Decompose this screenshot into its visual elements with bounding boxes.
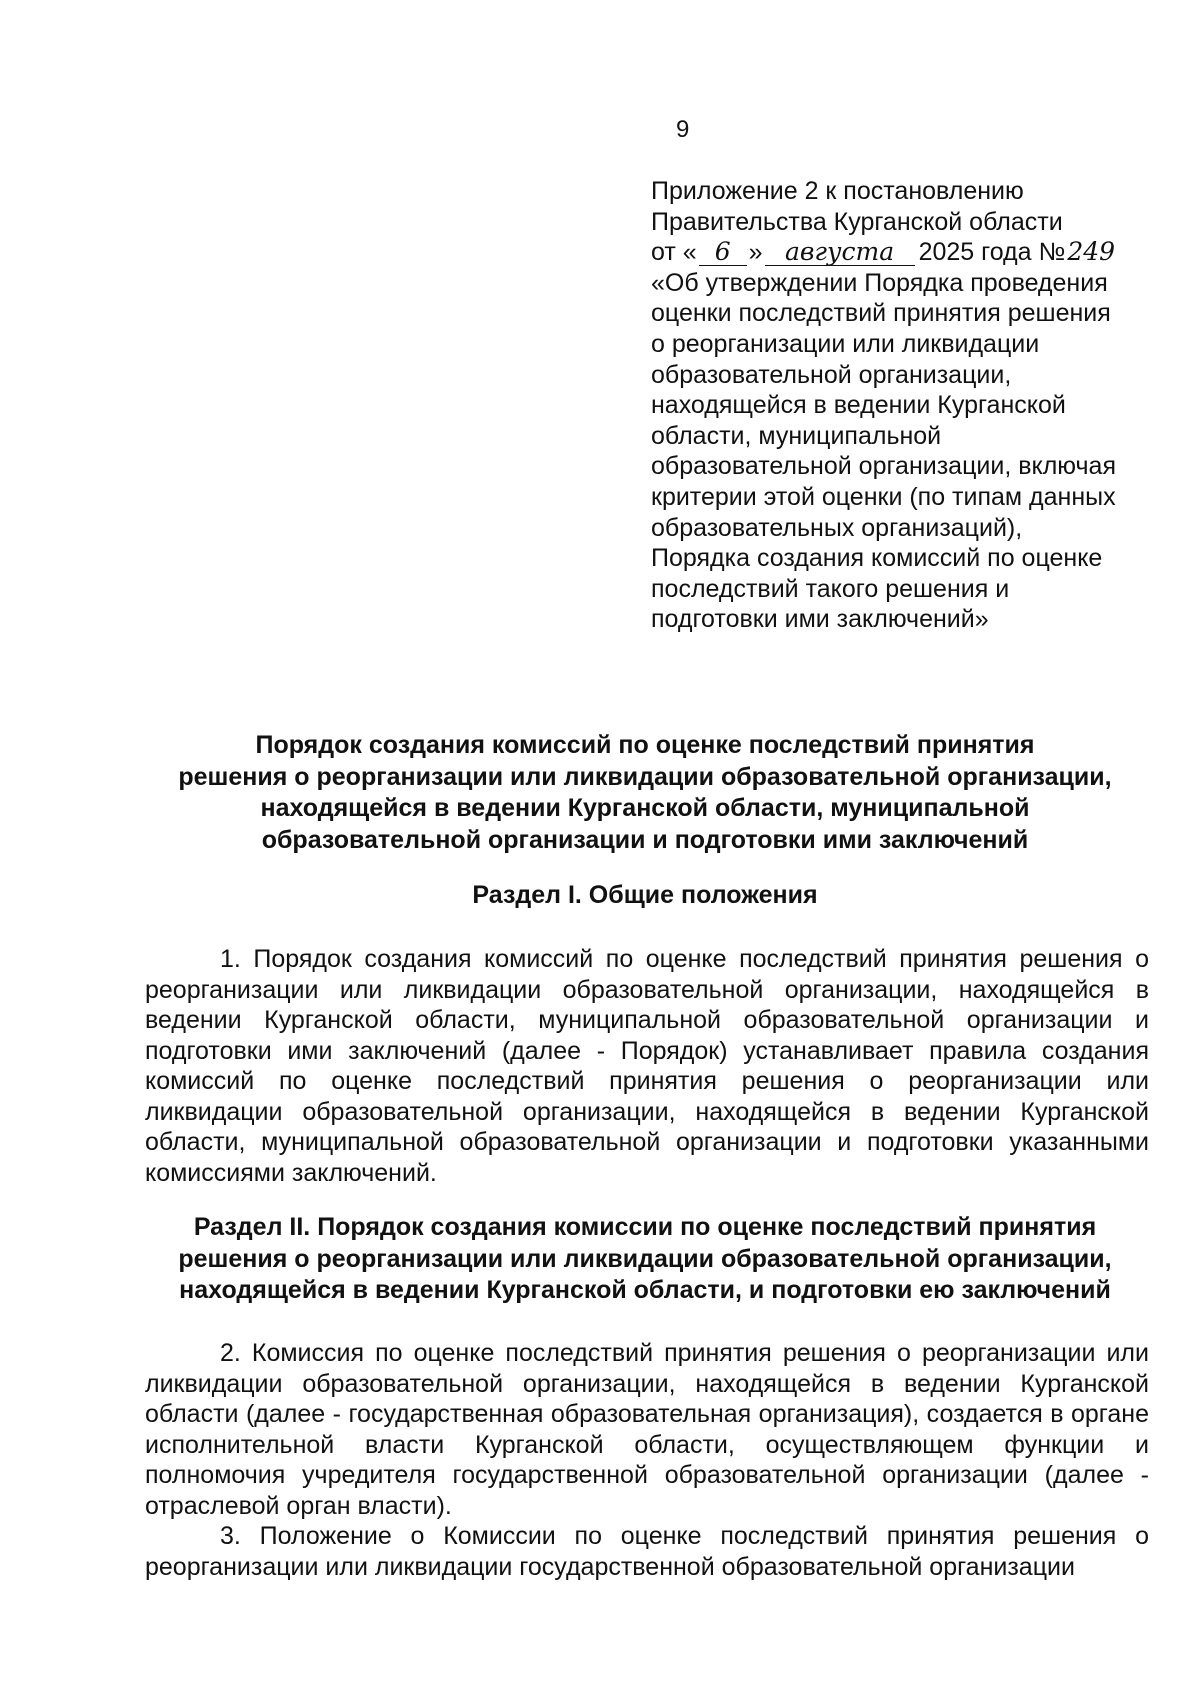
document-title <box>140 730 1150 856</box>
appendix-subject <box>651 268 1171 635</box>
appendix-subject-line: критерии этой оценки (по типам данных <box>651 482 1116 511</box>
section-2-heading <box>140 1212 1150 1307</box>
appendix-subject-line: области, муниципальной <box>651 421 942 450</box>
appendix-subject-line: образовательных организаций), <box>651 513 1023 542</box>
appendix-subject-line: находящейся в ведении Курганской <box>651 391 1066 420</box>
appendix-block <box>651 176 1171 635</box>
appendix-subject-line: «Об утверждении Порядка проведения <box>651 268 1108 297</box>
date-mid: » <box>748 238 763 267</box>
section-heading-line: Раздел I. Общие положения <box>472 881 818 909</box>
paragraph-1: 1. Порядок создания комиссий по оценке последствий принятия решения о реорганизации или ликвидации образовательной организации, находящейся в ведении Курганской области, муниципальной образовательной организации и подготовки ими заключений (далее - Порядок) устанавливает правила создания комиссий по оценке последствий принятия решения о реорганизации или ликвидации образовательной организации, находящейся в ведении Курганской области, муниципальной образовательной организации и подготовки указанными комиссиями заключений. <box>145 945 1149 1187</box>
appendix-subject-line: образовательной организации, <box>651 360 1012 389</box>
title-line: решения о реорганизации или ликвидации образовательной организации, <box>178 762 1112 791</box>
appendix-subject-line: Порядка создания комиссий по оценке <box>651 544 1103 573</box>
handwritten-number: 249 <box>1067 237 1116 267</box>
appendix-line: Правительства Курганской области <box>651 207 1063 236</box>
section-heading-line: Раздел II. Порядок создания комиссии по оценке последствий принятия <box>193 1213 1097 1241</box>
page-number: 9 <box>676 116 690 143</box>
appendix-line: Приложение 2 к постановлению <box>651 177 1024 205</box>
title-line: Порядок создания комиссий по оценке последствий принятия <box>255 731 1035 759</box>
handwritten-month: августа <box>765 239 915 266</box>
appendix-date-line <box>651 237 1171 268</box>
paragraph-3: 3. Положение о Комиссии по оценке последствий принятия решения о реорганизации или ликвидации государственной образовательной организации <box>145 1522 1149 1581</box>
section-heading-line: находящейся в ведении Курганской области, и подготовки ею заключений <box>179 1276 1111 1304</box>
appendix-subject-line: о реорганизации или ликвидации <box>651 329 1040 358</box>
appendix-subject-line: оценки последствий принятия решения <box>651 299 1111 328</box>
section-1-heading <box>140 880 1150 912</box>
paragraph-2: 2. Комиссия по оценке последствий принятия решения о реорганизации или ликвидации образовательной организации, находящейся в ведении Курганской области (далее - государственная образовательная организация), создается в органе исполнительной власти Курганской области, осуществляющем функции и полномочия учредителя государственной образовательной организации (далее - отраслевой орган власти). <box>145 1339 1149 1520</box>
date-prefix: от « <box>651 238 697 267</box>
appendix-subject-line: подготовки ими заключений» <box>651 605 989 634</box>
handwritten-day: 6 <box>699 239 747 266</box>
section-heading-line: решения о реорганизации или ликвидации образовательной организации, <box>178 1244 1112 1273</box>
title-line: находящейся в ведении Курганской области, муниципальной <box>260 794 1030 822</box>
appendix-subject-line: последствий такого решения и <box>651 574 1010 603</box>
title-line: образовательной организации и подготовки ими заключений <box>261 825 1029 854</box>
date-year: 2025 года № <box>918 238 1066 267</box>
appendix-subject-line: образовательной организации, включая <box>651 452 1116 481</box>
